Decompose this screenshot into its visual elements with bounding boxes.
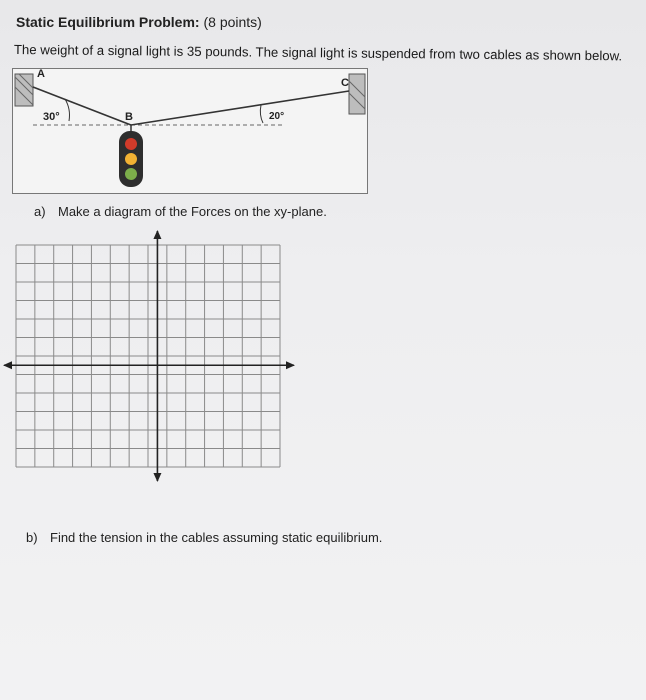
problem-statement: The weight of a signal light is 35 pounds. The signal light is suspended from two cables as shown below. [13, 42, 623, 64]
part-a [34, 204, 327, 219]
title-text: Static Equilibrium Problem: [16, 14, 200, 30]
signal-light-red [125, 138, 137, 150]
part-a-text: Make a diagram of the Forces on the xy-plane. [58, 204, 327, 219]
x-axis-arrow-right [286, 361, 295, 369]
signal-light-yellow [125, 153, 137, 165]
points-text: (8 points) [203, 14, 262, 30]
part-b-text: Find the tension in the cables assuming static equilibrium. [50, 530, 383, 545]
part-b-letter: b) [26, 530, 38, 545]
label-a: A [37, 68, 45, 80]
cable-bc [131, 91, 349, 125]
figure-drawing [13, 69, 367, 193]
angle-label-left: 30° [43, 111, 60, 123]
part-b [26, 530, 382, 545]
angle-arc-left [65, 99, 70, 121]
label-b: B [125, 111, 133, 123]
part-a-letter: a) [34, 204, 46, 219]
label-c: C [341, 77, 349, 89]
problem-title [16, 14, 262, 30]
xy-grid-drawing[interactable] [0, 225, 300, 490]
y-axis-arrow-up [153, 230, 161, 239]
angle-arc-right [260, 105, 263, 123]
signal-light-green [125, 168, 137, 180]
x-axis-arrow-left [3, 361, 12, 369]
xy-grid[interactable] [0, 225, 300, 495]
signal-light-figure [12, 68, 368, 194]
y-axis-arrow-down [153, 473, 161, 482]
angle-label-right: 20° [269, 111, 285, 122]
